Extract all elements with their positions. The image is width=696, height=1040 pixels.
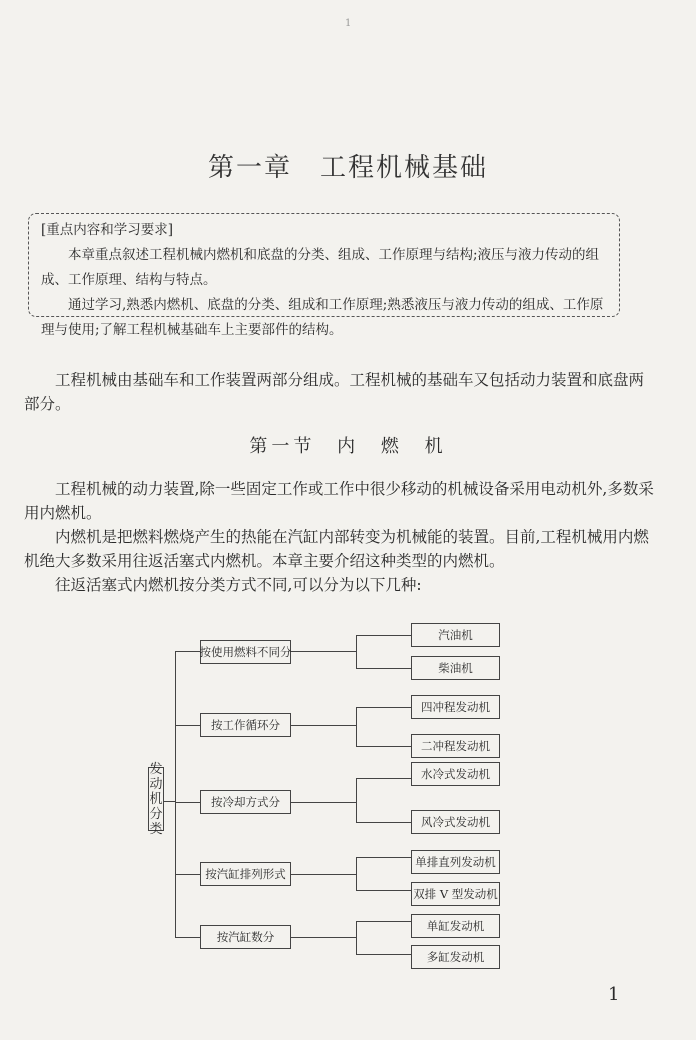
connector-line [175, 874, 200, 875]
section-title [0, 432, 696, 458]
root-char: 动 [149, 776, 163, 792]
connector-line [356, 890, 411, 891]
connector-line [175, 651, 176, 937]
section-char: 内 [337, 436, 360, 457]
connector-line [356, 707, 357, 746]
root-char: 类 [149, 821, 163, 837]
connector-line [356, 668, 411, 669]
connector-line [164, 801, 175, 802]
type-box: 二冲程发动机 [411, 734, 500, 758]
key-points-box [28, 213, 620, 338]
page-number: 1 [608, 984, 620, 1005]
connector-line [175, 937, 200, 938]
category-box-cooling: 按冷却方式分 [200, 790, 291, 814]
connector-line [291, 874, 357, 875]
type-box: 四冲程发动机 [411, 695, 500, 719]
section-char: 机 [424, 436, 447, 457]
connector-line [356, 921, 411, 922]
category-box-cylinders: 按汽缸数分 [200, 925, 291, 949]
root-char: 发 [149, 761, 163, 777]
body-paragraph: 往返活塞式内燃机按分类方式不同,可以分为以下几种: [55, 576, 422, 594]
intro-text: 工程机械由基础车和工作装置两部分组成。工程机械的基础车又包括动力装置和底盘两部分。 [24, 371, 645, 413]
chapter-title: 第一章 工程机械基础 [207, 153, 488, 183]
root-char: 机 [149, 791, 163, 807]
connector-line [356, 857, 357, 890]
section-number: 第一节 [249, 436, 316, 457]
connector-line [356, 635, 357, 668]
connector-line [175, 725, 200, 726]
bleed-through-text [40, 90, 443, 109]
type-box: 汽油机 [411, 623, 500, 647]
type-box: 柴油机 [411, 656, 500, 680]
body-text [24, 477, 654, 597]
type-box: 单排直列发动机 [411, 850, 500, 874]
connector-line [356, 746, 411, 747]
key-points-title: [重点内容和学习要求] [41, 222, 174, 238]
diagram-root [148, 761, 164, 837]
section-char: 燃 [380, 436, 403, 457]
type-box: 多缸发动机 [411, 945, 500, 969]
connector-line [356, 635, 411, 636]
type-box: 风冷式发动机 [411, 810, 500, 834]
connector-line [175, 802, 200, 803]
key-points-paragraph: 通过学习,熟悉内燃机、底盘的分类、组成和工作原理;熟悉液压与液力传动的组成、工作原理与使用;了解工程机械基础车上主要部件的结构。 [41, 297, 604, 338]
connector-line [356, 707, 411, 708]
body-paragraph: 内燃机是把燃料燃烧产生的热能在汽缸内部转变为机械能的装置。目前,工程机械用内燃机绝大多数采用往返活塞式内燃机。本章主要介绍这种类型的内燃机。 [24, 528, 649, 570]
intro-paragraph [24, 368, 654, 416]
category-box-cycle: 按工作循环分 [200, 713, 291, 737]
type-box: 水冷式发动机 [411, 762, 500, 786]
key-points-paragraph: 本章重点叙述工程机械内燃机和底盘的分类、组成、工作原理与结构;液压与液力传动的组成、工作原理、结构与特点。 [41, 247, 600, 288]
connector-line [356, 921, 357, 954]
type-box: 单缸发动机 [411, 914, 500, 938]
connector-line [291, 651, 357, 652]
connector-line [356, 822, 411, 823]
connector-line [356, 778, 357, 823]
body-paragraph: 工程机械的动力装置,除一些固定工作或工作中很少移动的机械设备采用电动机外,多数采用内燃机。 [24, 480, 654, 522]
root-char: 分 [149, 806, 163, 822]
connector-line [356, 857, 411, 858]
page-top-mark: 1 [345, 18, 352, 29]
connector-line [356, 954, 411, 955]
category-box-arrangement: 按汽缸排列形式 [200, 862, 291, 886]
connector-line [175, 651, 200, 652]
connector-line [291, 802, 357, 803]
type-box: 双排 V 型发动机 [411, 882, 500, 906]
category-box-fuel: 按使用燃料不同分 [200, 640, 291, 664]
connector-line [291, 725, 357, 726]
connector-line [356, 778, 411, 779]
connector-line [291, 937, 357, 938]
